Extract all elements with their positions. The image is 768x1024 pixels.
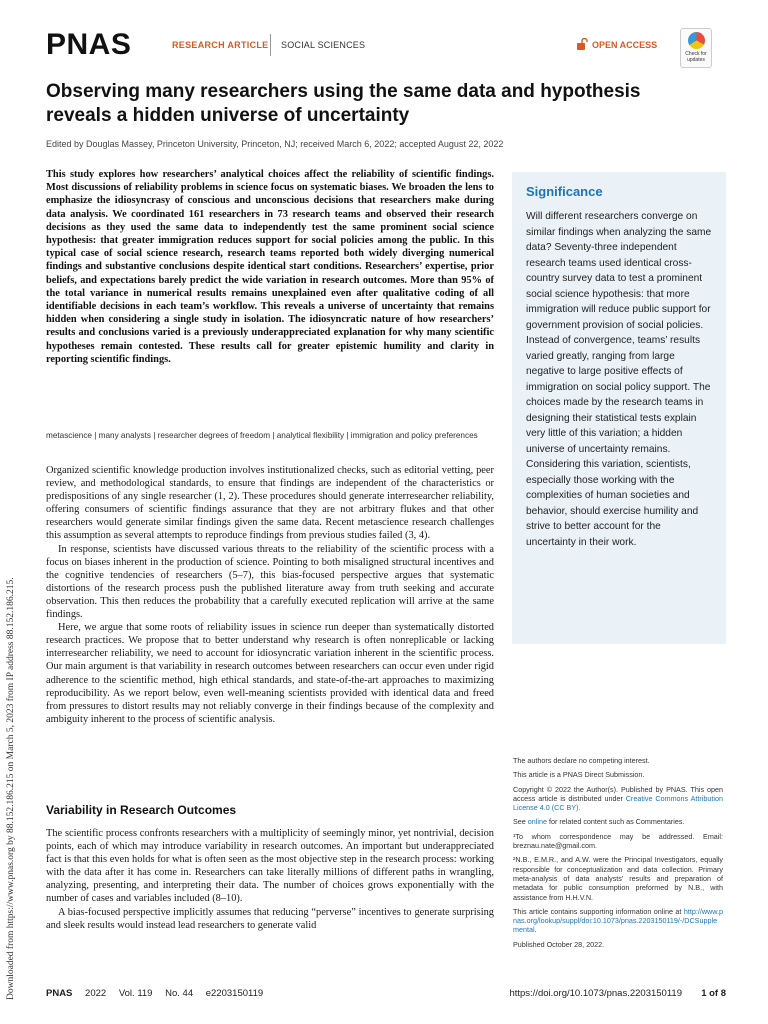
- footer-year: 2022: [85, 988, 107, 999]
- significance-text: Will different researchers converge on similar findings when analyzing the same data? Seventy-three independent research teams used identical cross-country survey data to test a prominent social science hypothesis: that more immigration will reduce public support for government provision of social policies. Instead of convergence, teams’ results varied greatly, ranging from large negative to large positive effects of immigration on social policy support. The choices made by the research teams in designing their statistical tests explain very little of this variation; a hidden universe of uncertainty remains. Considering this variation, scientists, especially those working with the complexities of human societies and behavior, should exercise humility and strive to better account for the uncertainty in their work.: [526, 211, 712, 548]
- page-header: [46, 28, 726, 68]
- copyright-note: Copyright © 2022 the Author(s). Published by PNAS. This open access article is distributed under Creative Commons Attribution License 4.0 (CC BY).: [513, 784, 723, 813]
- body-paragraph: Here, we argue that some roots of reliability issues in science run deeper than systematically distorted research practices. We propose that to better understand why research is often nonreplicable or lacking interresearcher reliability, we need to account for idiosyncratic variation inherent in the scientific process. Our main argument is that variability in research outcomes between researchers can occur even under rigid adherence to the scientific method, high ethical standards, and state-of-the-art approaches to maximizing reproducibility. As we report below, even well-meaning scientists provided with identical data and freed from pressures to distort results may not reliably converge in their findings because of the complexity and ambiguity inherent to the process of scientific analysis.: [46, 622, 494, 725]
- body-text: [46, 464, 494, 726]
- updates-icon: [688, 32, 705, 49]
- body-paragraph: Organized scientific knowledge production involves institutionalized checks, such as editorial vetting, peer review, and methodological standards, to ensure that findings are independent of the characteristics or predispositions of any single researcher (1, 2). These procedures should generate interresearcher reliability, offering consumers of scientific findings assurance that they are not arbitrary flukes and that other researchers would generate similar findings given the same data. Recent metascience research challenges this assumption as several attempts to reproduce findings from previous studies failed (3, 4).: [46, 465, 494, 542]
- competing-interest-note: The authors declare no competing interest.: [513, 756, 650, 765]
- updates-label: Check for updates: [685, 51, 707, 63]
- article-type-label: RESEARCH ARTICLE: [172, 40, 269, 50]
- citation-info: [46, 988, 273, 999]
- footer-journal: PNAS: [46, 988, 73, 999]
- body-text-section: [46, 827, 494, 932]
- footer-article-id: e2203150119: [205, 988, 264, 999]
- download-stamp: Downloaded from https://www.pnas.org by 88.152.186.215 on March 5, 2023 from IP address 88.152.186.215.: [6, 577, 16, 1000]
- open-access-label: OPEN ACCESS: [592, 40, 658, 50]
- related-content-note: See online for related content such as Commentaries.: [513, 817, 685, 827]
- submission-note: This article is a PNAS Direct Submission.: [513, 770, 645, 780]
- article-title: Observing many researchers using the same data and hypothesis reveals a hidden universe of uncertainty: [46, 81, 641, 126]
- supporting-info-note: This article contains supporting information online at http://www.pnas.org/lookup/suppl/doi:10.1073/pnas.2203150119/-/DCSupplemental.: [513, 906, 723, 935]
- footer-volume: Vol. 119: [118, 988, 153, 999]
- published-date: Published October 28, 2022.: [513, 939, 605, 949]
- significance-heading: Significance: [526, 184, 603, 199]
- journal-logo[interactable]: PNAS: [46, 28, 132, 61]
- footer-number: No. 44: [165, 988, 194, 999]
- abstract: This study explores how researchers’ analytical choices affect the reliability of scientific findings. Most discussions of reliability problems in science focus on systematic biases. We broaden the lens to emphasize the idiosyncrasy of conscious and unconscious decisions that researchers make during data analysis. We coordinated 161 researchers in 73 research teams and observed their research decisions as they used the same data to independently test the same prominent social science hypothesis: that greater immigration reduces support for social policies among the public. In this typical case of social science research, research teams reported both widely diverging numerical findings and substantive conclusions despite identical start conditions. Researchers’ expertise, prior beliefs, and expectations barely predict the wide variation in research outcomes. More than 95% of the total variance in numerical results remains unexplained even after qualitative coding of all identifiable decisions in each team’s workflow. This reveals a universe of uncertainty that remains hidden when considering a single study in isolation. The idiosyncratic nature of how researchers’ results and conclusions varied is a previously underappreciated explanation for why many scientific hypotheses remain contested. These results call for greater epistemic humility and clarity in reporting scientific findings.: [46, 169, 494, 365]
- body-paragraph: A bias-focused perspective implicitly assumes that reducing “perverse” incentives to generate surprising and sleek results would instead lead researchers to generate valid: [46, 906, 494, 931]
- doi-link[interactable]: https://doi.org/10.1073/pnas.2203150119: [509, 988, 682, 999]
- body-paragraph: In response, scientists have discussed various threats to the reliability of the scientific process with a focus on biases inherent in the production of science. Pointing to both misaligned structural incentives and the cognitive tendencies of researchers (5–7), this bias-focused perspective argues that systematic distortions of the research process push the published literature away from truth seeking and accurate observation. This then reduces the probability that a carefully executed replication will arrive at the same findings.: [46, 543, 494, 621]
- section-label: SOCIAL SCIENCES: [281, 40, 366, 50]
- keywords: metascience | many analysts | researcher degrees of freedom | analytical flexibility | immigration and policy preferences: [46, 431, 478, 440]
- page-number: 1 of 8: [701, 988, 726, 999]
- online-link[interactable]: online: [527, 817, 547, 827]
- page-footer: [46, 988, 726, 1004]
- body-paragraph: The scientific process confronts researchers with a multiplicity of seemingly minor, yet nontrivial, decision points, each of which may introduce variability in research outcomes. An important but underappreciated fact is that this even holds for what is often seen as the most objective step in the research process: working with the data after it has come in. Researchers can take literally millions of different paths in wrangling, analyzing, presenting, and interpreting their data. The number of choices grows exponentially with the number of cases and variables included (8–10).: [46, 828, 494, 905]
- article-notes: [513, 756, 723, 954]
- contributions-note: ²N.B., E.M.R., and A.W. were the Principal Investigators, equally responsible for conceptualization and data collection. Primary meta-analysis of data analysts’ results and preparation of metadata for public consumption preformed by N.B., with assistance from H.H.V.N.: [513, 855, 723, 902]
- section-heading: Variability in Research Outcomes: [46, 803, 237, 817]
- correspondence-note: ¹To whom correspondence may be addressed. Email: breznau.nate@gmail.com.: [513, 831, 723, 851]
- check-for-updates-button[interactable]: [680, 28, 712, 68]
- edited-by-line: Edited by Douglas Massey, Princeton University, Princeton, NJ; received March 6, 2022; accepted August 22, 2022: [46, 139, 504, 149]
- significance-box: [512, 172, 726, 644]
- license-link[interactable]: Creative Commons Attribution License 4.0 (CC BY).: [513, 793, 723, 813]
- supplemental-link[interactable]: http://www.pnas.org/lookup/suppl/doi:10.1073/pnas.2203150119/-/DCSupplemental: [513, 906, 723, 935]
- header-divider: [270, 34, 271, 56]
